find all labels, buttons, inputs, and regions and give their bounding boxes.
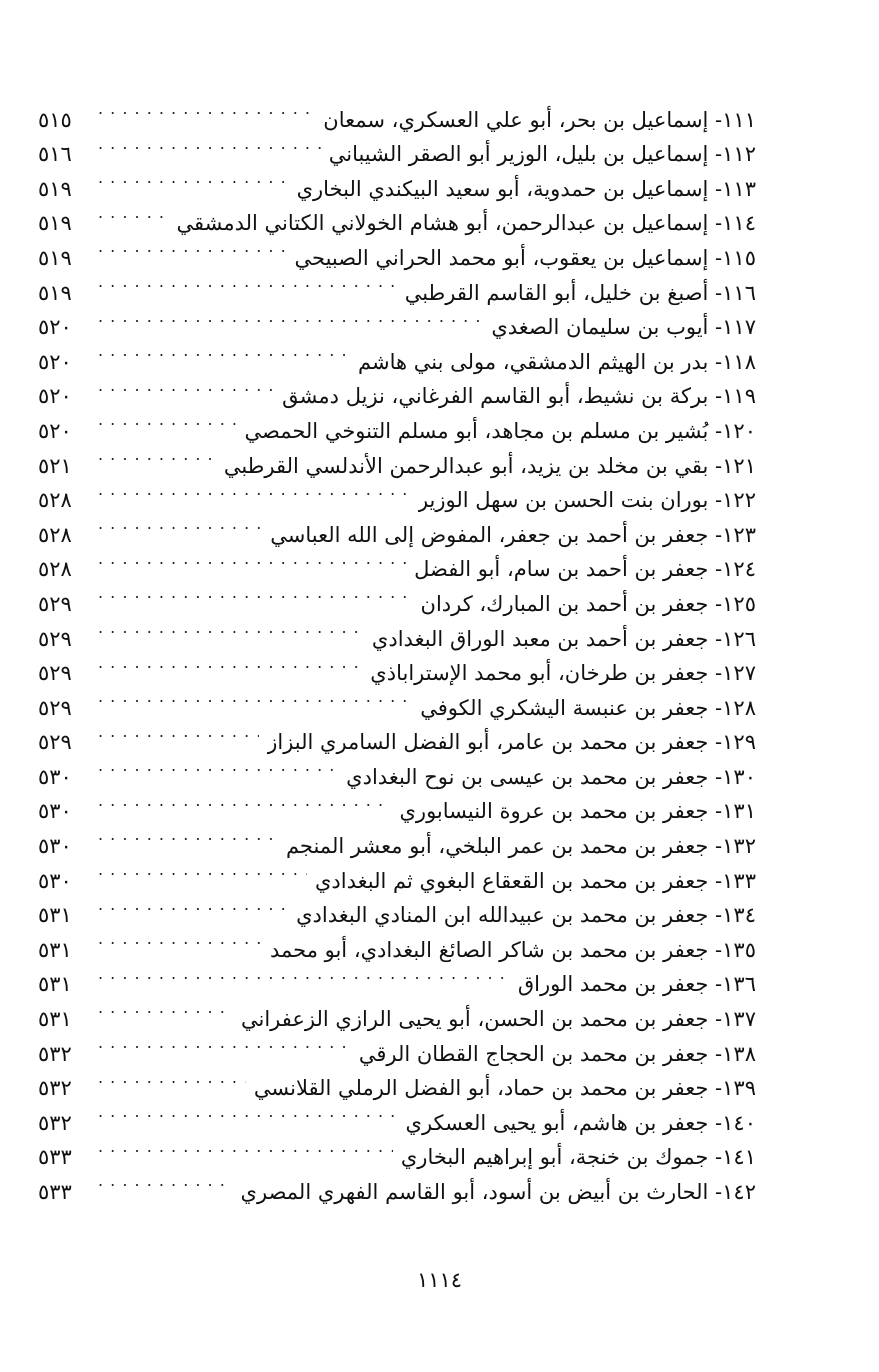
toc-entry-page: ٥٢٩ <box>38 626 72 651</box>
toc-entry-page: ٥٣٢ <box>38 1110 72 1135</box>
dot-leader <box>98 749 338 784</box>
toc-entry-page: ٥٣٣ <box>38 1145 72 1170</box>
toc-entry-page: ٥٣١ <box>38 972 72 997</box>
toc-entry-title: ١٣٤- جعفر بن محمد بن عبيدالله ابن المنادي البغدادي <box>296 903 756 928</box>
toc-entry-title: ١١٧- أيوب بن سليمان الصغدي <box>491 315 756 340</box>
dot-leader <box>98 1095 398 1130</box>
toc-entry-title: ١١١- إسماعيل بن بحر، أبو علي العسكري، سمعان <box>323 107 756 132</box>
toc-entry-page: ٥٢٠ <box>38 418 72 443</box>
dot-leader <box>98 196 169 231</box>
dot-leader <box>98 92 315 127</box>
toc-entry-page: ٥٢٨ <box>38 522 72 547</box>
toc-entry-title: ١١٣- إسماعيل بن حمدوية، أبو سعيد البيكندي البخاري <box>296 176 756 201</box>
dot-leader <box>98 369 274 404</box>
toc-entry-title: ١٢٠- بُشير بن مسلم بن مجاهد، أبو مسلم التنوخي الحمصي <box>244 418 756 443</box>
toc-entry-page: ٥٣٢ <box>38 1041 72 1066</box>
toc-entry-title: ١٣٧- جعفر بن محمد بن الحسن، أبو يحيى الرازي الزعفراني <box>241 1007 756 1032</box>
toc-entry-page: ٥٢٨ <box>38 557 72 582</box>
dot-leader <box>98 991 233 1026</box>
toc-entry-page: ٥١٥ <box>38 107 72 132</box>
toc-entry-title: ١٢٢- بوران بنت الحسن بن سهل الوزير <box>417 488 756 513</box>
toc-entry-title: ١٤٠- جعفر بن هاشم، أبو يحيى العسكري <box>405 1110 756 1135</box>
toc-entry-title: ١٣٨- جعفر بن محمد بن الحجاج القطان الرقي <box>358 1041 756 1066</box>
dot-leader <box>98 680 412 715</box>
dot-leader <box>98 922 262 957</box>
toc-entry-page: ٥٣٠ <box>38 834 72 859</box>
dot-leader <box>98 127 321 162</box>
toc-entry-page: ٥٢٨ <box>38 488 72 513</box>
dot-leader <box>98 265 397 300</box>
toc-entry-page: ٥٣١ <box>38 1007 72 1032</box>
toc-entry-page: ٥٣٠ <box>38 764 72 789</box>
toc-entry-page: ٥٢٩ <box>38 730 72 755</box>
page-number: ١١١٤ <box>416 1268 463 1292</box>
toc-entry-page: ٥٢٩ <box>38 661 72 686</box>
dot-leader <box>98 818 278 853</box>
toc-entry-title: ١٢٧- جعفر بن طرخان، أبو محمد الإستراباذي <box>370 661 756 686</box>
dot-leader <box>98 576 413 611</box>
dot-leader <box>98 715 259 750</box>
toc-entry-title: ١٢٥- جعفر بن أحمد بن المبارك، كردان <box>420 591 756 616</box>
toc-entry-title: ١٣٦- جعفر بن محمد الوراق <box>517 972 756 997</box>
dot-leader <box>98 507 262 542</box>
toc-entry-page: ٥٣١ <box>38 903 72 928</box>
dot-leader <box>98 1130 393 1165</box>
dot-leader <box>98 646 362 681</box>
toc-entry-page: ٥٣٠ <box>38 868 72 893</box>
toc-entry-title: ١١٤- إسماعيل بن عبدالرحمن، أبو هشام الخولاني الكتاني الدمشقي <box>176 211 756 236</box>
toc-entry-title: ١٢٤- جعفر بن أحمد بن سام، أبو الفضل <box>414 557 756 582</box>
toc-entry-page: ٥٣٣ <box>38 1180 72 1204</box>
toc-entry-title: ١٢١- بقي بن مخلد بن يزيد، أبو عبدالرحمن الأندلسي القرطبي <box>223 453 756 478</box>
toc-entry-page: ٥١٩ <box>38 176 72 201</box>
toc-entry-title: ١٤١- جموك بن خنجة، أبو إبراهيم البخاري <box>400 1145 756 1170</box>
toc-entry-title: ١٣٢- جعفر بن محمد بن عمر البلخي، أبو معشر المنجم <box>285 834 756 859</box>
table-of-contents <box>38 92 756 1204</box>
toc-entry-page: ٥١٩ <box>38 211 72 236</box>
toc-entry-title: ١٤٢- الحارث بن أبيض بن أسود، أبو القاسم الفهري المصري <box>240 1180 756 1204</box>
toc-entry-page: ٥٢٠ <box>38 384 72 409</box>
toc-entry-title: ١٣٥- جعفر بن محمد بن شاكر الصائغ البغدادي، أبو محمد <box>269 937 756 962</box>
dot-leader <box>98 1164 233 1199</box>
dot-leader <box>98 784 391 819</box>
dot-leader <box>98 1061 246 1096</box>
dot-leader <box>98 542 406 577</box>
toc-entry-title: ١٢٣- جعفر بن أحمد بن جعفر، المفوض إلى الله العباسي <box>270 522 756 547</box>
dot-leader <box>98 403 237 438</box>
dot-leader <box>98 611 364 646</box>
toc-entry-page: ٥٢١ <box>38 453 72 478</box>
toc-entry-page: ٥٣١ <box>38 937 72 962</box>
toc-entry-page: ٥١٦ <box>38 142 72 167</box>
toc-entry-title: ١١٢- إسماعيل بن بليل، الوزير أبو الصقر الشيباني <box>328 142 756 167</box>
dot-leader <box>98 438 216 473</box>
toc-entry-title: ١١٨- بدر بن الهيثم الدمشقي، مولى بني هاشم <box>358 349 756 374</box>
toc-entry-title: ١٢٨- جعفر بن عنبسة اليشكري الكوفي <box>420 695 756 720</box>
dot-leader <box>98 473 410 508</box>
toc-entry-page: ٥٢٩ <box>38 695 72 720</box>
toc-entry-title: ١٣٩- جعفر بن محمد بن حماد، أبو الفضل الرملي القلانسي <box>253 1076 756 1101</box>
toc-entry-page: ٥٣٠ <box>38 799 72 824</box>
toc-entry-page: ٥٢٠ <box>38 315 72 340</box>
toc-entry <box>38 92 756 132</box>
toc-entry-title: ١١٦- أصبغ بن خليل، أبو القاسم القرطبي <box>404 280 756 305</box>
toc-entry-title: ١١٥- إسماعيل بن يعقوب، أبو محمد الحراني الصبيحي <box>294 245 756 270</box>
toc-entry-title: ١٢٦- جعفر بن أحمد بن معبد الوراق البغدادي <box>371 626 756 651</box>
dot-leader <box>98 161 289 196</box>
toc-entry-title: ١٣٣- جعفر بن محمد بن القعقاع البغوي ثم البغدادي <box>315 868 756 893</box>
dot-leader <box>98 230 287 265</box>
dot-leader <box>98 957 510 992</box>
toc-entry-title: ١١٩- بركة بن نشيط، أبو القاسم الفرغاني، نزيل دمشق <box>282 384 756 409</box>
toc-entry-page: ٥١٩ <box>38 280 72 305</box>
dot-leader <box>98 300 483 335</box>
toc-entry-page: ٥٢٠ <box>38 349 72 374</box>
toc-entry-page: ٥١٩ <box>38 245 72 270</box>
dot-leader <box>98 1026 351 1061</box>
toc-entry-title: ١٣١- جعفر بن محمد بن عروة النيسابوري <box>399 799 756 824</box>
toc-entry-title: ١٣٠- جعفر بن محمد بن عيسى بن نوح البغدادي <box>346 764 756 789</box>
toc-entry-title: ١٢٩- جعفر بن محمد بن عامر، أبو الفضل السامري البزاز <box>267 730 756 755</box>
dot-leader <box>98 853 307 888</box>
toc-entry-page: ٥٢٩ <box>38 591 72 616</box>
toc-entry-page: ٥٣٢ <box>38 1076 72 1101</box>
dot-leader <box>98 334 350 369</box>
dot-leader <box>98 888 288 923</box>
